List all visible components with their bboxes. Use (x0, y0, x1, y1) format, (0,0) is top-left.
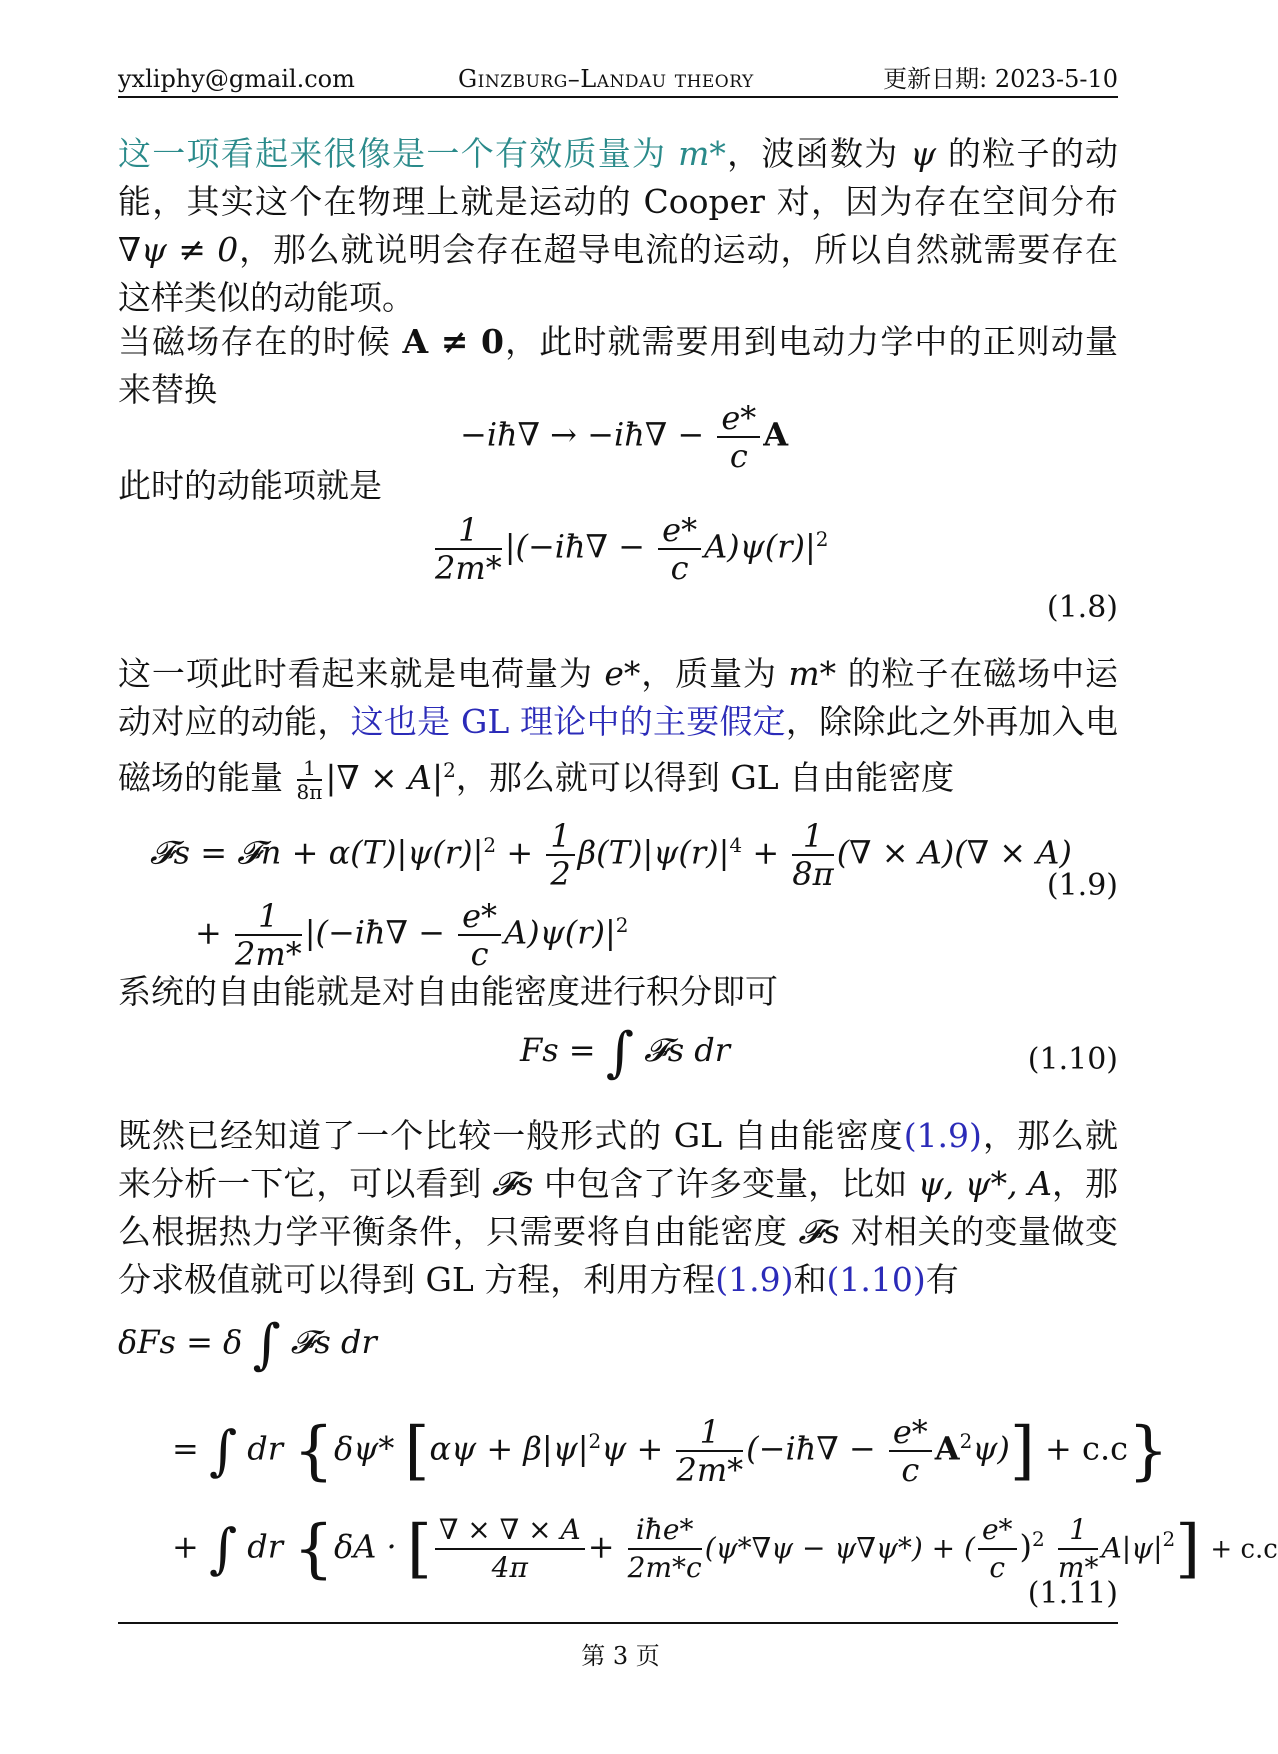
equation-1-9-line-2: + $\frac{1}{2m*}$ |(−iħ∇ − $\frac{e*}{c}$ $A)\psi(r)|^2$ (195, 897, 629, 973)
ref-eq-1-9[interactable]: (1.9) (903, 1116, 982, 1155)
integral-sign: ∫ (605, 1020, 634, 1084)
paragraph-free-energy-intro: 系统的自由能就是对自由能密度进行积分即可 (118, 972, 778, 1011)
symbol-psi: ψ (910, 134, 937, 173)
header-rule (118, 96, 1118, 98)
equation-number-1-10: (1.10) (1027, 1042, 1118, 1077)
footer-rule (118, 1622, 1118, 1624)
condition-grad-psi: ∇ψ ≠ 0 (118, 230, 239, 269)
text: 当磁场存在的时候 (118, 322, 391, 361)
eq-lhs: −iħ∇ → −iħ∇ − (460, 415, 705, 454)
highlight-effective-mass: 这一项看起来很像是一个有效质量为 (118, 134, 667, 173)
running-header (118, 62, 1118, 96)
text: ，此时就需要用到电动力学中的正则动量来替换 (118, 322, 1118, 409)
paragraph-kinetic-energy (118, 130, 1118, 322)
fraction-e-over-c: $\frac{e*}{c}$ (658, 512, 701, 586)
equation-number-1-9: (1.9) (1046, 868, 1118, 903)
fraction-1-over-8pi: $\frac{1}{8\pi}$ (296, 756, 323, 804)
equation-number-1-8: (1.8) (1046, 590, 1118, 625)
symbol-a: A (763, 415, 789, 454)
equation-1-8: $\frac{1}{2m*}$ |(−iħ∇ − $\frac{e*}{c}$ $A)\psi(r)|^2$ (435, 511, 829, 587)
page-number: 第 3 页 (581, 1642, 660, 1670)
equation-1-10: Fs = ∫ 𝓕s dr (520, 1020, 731, 1084)
equation-1-9-line-1: 𝓕s = 𝓕n + $\alpha(T)|\psi(r)|^2$ + $\frac{1}{2}$ $\beta(T)|\psi(r)|^4$ + $\frac{1}{8\pi}$ (∇ × A)(∇ × A) (150, 817, 1072, 893)
header-title: Ginzburg–Landau theory (458, 65, 754, 93)
fraction-1-over-2m: $\frac{1}{2m*}$ (435, 511, 502, 587)
header-date: 更新日期: 2023-5-10 (883, 65, 1118, 93)
header-email: yxliphy@gmail.com (118, 65, 355, 93)
fraction-e-over-c: $\frac{e*}{c}$ (717, 400, 760, 474)
symbol-m-star: m* (678, 134, 726, 173)
ref-eq-1-9[interactable]: (1.9) (715, 1260, 794, 1299)
paragraph-kinetic-term-intro: 此时的动能项就是 (118, 466, 382, 505)
equation-1-11-line-1: δFs = δ ∫ 𝓕s dr (118, 1312, 377, 1376)
text: 的粒子的动能，其实这个在物理上就是运动的 Cooper 对，因为存在空间分布 (118, 134, 1118, 221)
ref-eq-1-10[interactable]: (1.10) (826, 1260, 926, 1299)
text: ，波函数为 (725, 134, 899, 173)
equation-1-11-line-3: + ∫ dr {δA · [ $\frac{\nabla \times \nabla \times A}{4\pi}$ + $\frac{\text{iħe*}}{2m*c}$ (ψ*∇ψ − ψ∇ψ*) + ( $\frac{e*}{c}$ )$^2$ $\frac{1}{m*}$ $A|\psi|^2] + c.c$ (172, 1512, 1278, 1586)
condition-a-nonzero: A ≠ 0 (402, 322, 504, 361)
paragraph-variation: 既然已经知道了一个比较一般形式的 GL 自由能密度(1.9)，那么就来分析一下它，可以看到 𝓕s 中包含了许多变量，比如 ψ, ψ*, A，那么根据热力学平衡条件，只需要将自由能密度 𝓕s 对相关的变量做变分求极值就可以得到 GL 方程，利用方程(1.9)和(1.10)有 (118, 1116, 1119, 1299)
equation-number-1-11: (1.11) (1027, 1576, 1118, 1611)
highlight-gl-assumption: 这也是 GL 理论中的主要假定 (350, 702, 786, 741)
text: ，那么就说明会存在超导电流的运动，所以自然就需要存在这样类似的动能项。 (118, 230, 1119, 317)
equation-1-11-line-2: = ∫ dr {δψ* [$\alpha\psi + \beta|\psi|^2\psi$ + $\frac{1}{2m*}$ (−iħ∇ − $\frac{e*}{c}$ $A^2\psi)] + c.c$} (172, 1413, 1169, 1489)
paragraph-gl-assumption: 这一项此时看起来就是电荷量为 e*，质量为 m* 的粒子在磁场中运动对应的动能，这也是 GL 理论中的主要假定，除除此之外再加入电磁场的能量 $\frac{1}{8\pi}$ |∇ × $A|^2$，那么就可以得到 GL 自由能密度 (118, 654, 1119, 804)
